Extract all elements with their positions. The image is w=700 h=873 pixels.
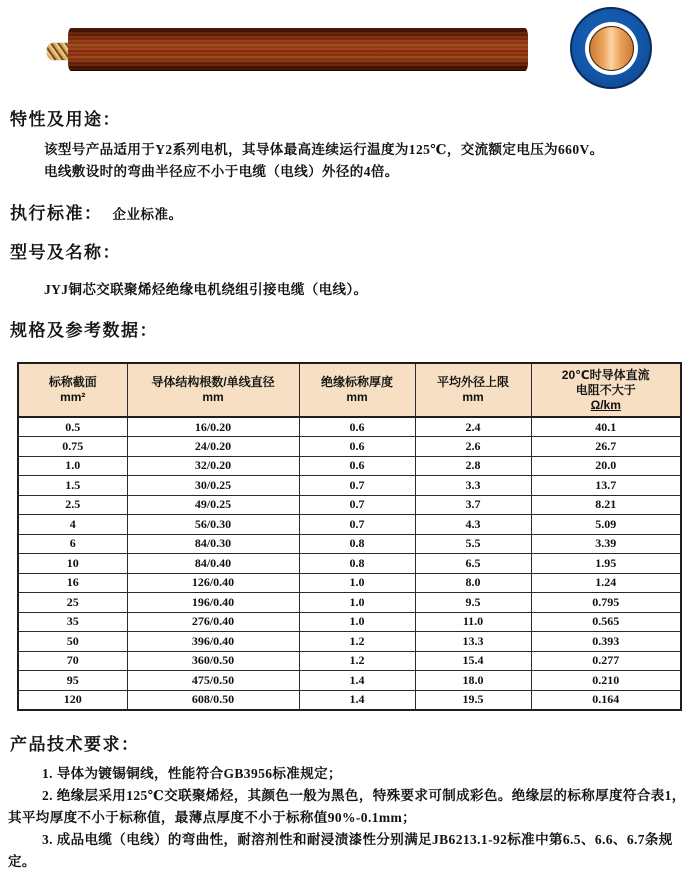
table-cell: 1.95 [531, 554, 681, 574]
requirement-item: 1. 导体为镀锡铜线，性能符合GB3956标准规定； [42, 765, 342, 781]
table-row [18, 515, 681, 535]
table-cell: 0.277 [531, 651, 681, 671]
table-cell: 30/0.25 [127, 476, 299, 496]
col-header-conductor-structure [127, 363, 299, 417]
table-cell: 8.0 [415, 573, 531, 593]
col-header-unit: mm [462, 390, 484, 404]
col-header-mean-outer-diameter [415, 363, 531, 417]
table-cell: 2.4 [415, 417, 531, 437]
table-row [18, 476, 681, 496]
table-cell: 26.7 [531, 437, 681, 457]
col-header-title: 平均外径上限 [436, 375, 509, 389]
table-cell: 13.3 [415, 632, 531, 652]
table-cell: 13.7 [531, 476, 681, 496]
table-row [18, 534, 681, 554]
specs-heading: 规格及参考数据： [10, 321, 158, 340]
table-row [18, 690, 681, 710]
table-cell: 1.24 [531, 573, 681, 593]
requirements-list [0, 763, 700, 873]
col-header-unit: mm [202, 390, 224, 404]
table-cell: 8.21 [531, 495, 681, 515]
cross-section-copper-conductor [589, 26, 634, 71]
table-cell: 9.5 [415, 593, 531, 613]
table-cell: 2.5 [18, 495, 127, 515]
spec-table-body [18, 417, 681, 710]
table-cell: 0.8 [299, 554, 415, 574]
col-header-title2: 电阻不大于 [575, 382, 636, 397]
table-row [18, 632, 681, 652]
table-cell: 6 [18, 534, 127, 554]
table-cell: 18.0 [415, 671, 531, 691]
col-header-title: 20℃时导体直流 [561, 367, 650, 382]
table-cell: 35 [18, 612, 127, 632]
table-cell: 56/0.30 [127, 515, 299, 535]
table-row [18, 612, 681, 632]
table-cell: 10 [18, 554, 127, 574]
table-cell: 0.210 [531, 671, 681, 691]
table-cell: 1.0 [299, 573, 415, 593]
table-cell: 1.4 [299, 690, 415, 710]
table-cell: 126/0.40 [127, 573, 299, 593]
col-header-title: 导体结构根数/单线直径 [151, 375, 275, 389]
col-header-title: 标称截面 [48, 375, 97, 389]
table-row [18, 671, 681, 691]
table-cell: 120 [18, 690, 127, 710]
table-cell: 11.0 [415, 612, 531, 632]
table-row [18, 417, 681, 437]
features-heading: 特性及用途： [10, 110, 121, 129]
spec-table [17, 362, 682, 711]
table-cell: 15.4 [415, 651, 531, 671]
table-cell: 84/0.40 [127, 554, 299, 574]
col-header-dc-resistance [531, 363, 681, 417]
table-cell: 1.2 [299, 632, 415, 652]
table-cell: 0.6 [299, 417, 415, 437]
table-row [18, 554, 681, 574]
requirements-heading: 产品技术要求： [10, 734, 140, 754]
table-cell: 2.6 [415, 437, 531, 457]
table-cell: 24/0.20 [127, 437, 299, 457]
table-cell: 276/0.40 [127, 612, 299, 632]
col-header-insulation-thickness [299, 363, 415, 417]
table-cell: 3.39 [531, 534, 681, 554]
standard-heading: 执行标准： [10, 204, 103, 223]
table-cell: 84/0.30 [127, 534, 299, 554]
table-cell: 16/0.20 [127, 417, 299, 437]
table-cell: 0.795 [531, 593, 681, 613]
col-header-unit: mm² [60, 390, 86, 404]
spec-table-header [18, 363, 681, 417]
table-row [18, 651, 681, 671]
requirement-item: 2. 绝缘层采用125℃交联聚烯烃，其颜色一般为黑色，特殊要求可制成彩色。绝缘层的标称厚度符合表1，其平均厚度不小于标称值，最薄点厚度不小于标称值90%-0.1mm； [8, 787, 686, 825]
requirement-item: 3. 成品电缆（电线）的弯曲性，耐溶剂性和耐浸渍漆性分别满足JB6213.1-92标准中第6.5、6.6、6.7条规定。 [8, 831, 673, 869]
col-header-title: 绝缘标称厚度 [320, 375, 393, 389]
table-cell: 360/0.50 [127, 651, 299, 671]
table-cell: 0.6 [299, 456, 415, 476]
table-cell: 25 [18, 593, 127, 613]
model-value: JYJ铜芯交联聚烯烃绝缘电机绕组引接电缆（电线）。 [44, 282, 368, 297]
table-cell: 2.8 [415, 456, 531, 476]
table-row [18, 495, 681, 515]
table-cell: 396/0.40 [127, 632, 299, 652]
table-cell: 0.6 [299, 437, 415, 457]
table-cell: 1.5 [18, 476, 127, 496]
cable-cross-section [570, 7, 652, 89]
table-cell: 1.2 [299, 651, 415, 671]
table-cell: 6.5 [415, 554, 531, 574]
table-cell: 1.0 [299, 593, 415, 613]
table-cell: 0.8 [299, 534, 415, 554]
table-cell: 95 [18, 671, 127, 691]
header-row [18, 363, 681, 417]
table-cell: 5.09 [531, 515, 681, 535]
table-cell: 5.5 [415, 534, 531, 554]
table-cell: 19.5 [415, 690, 531, 710]
col-header-unit: Ω/km [590, 397, 621, 412]
table-row [18, 593, 681, 613]
table-cell: 4 [18, 515, 127, 535]
table-cell: 608/0.50 [127, 690, 299, 710]
table-cell: 0.7 [299, 476, 415, 496]
table-cell: 32/0.20 [127, 456, 299, 476]
product-image-area [0, 0, 700, 100]
table-cell: 1.0 [299, 612, 415, 632]
model-heading: 型号及名称： [10, 243, 121, 262]
table-cell: 3.7 [415, 495, 531, 515]
features-paragraph [44, 139, 686, 183]
table-row [18, 456, 681, 476]
col-header-nominal-section [18, 363, 127, 417]
table-cell: 20.0 [531, 456, 681, 476]
table-cell: 1.4 [299, 671, 415, 691]
table-cell: 4.3 [415, 515, 531, 535]
table-cell: 0.393 [531, 632, 681, 652]
table-cell: 0.164 [531, 690, 681, 710]
table-cell: 16 [18, 573, 127, 593]
table-cell: 70 [18, 651, 127, 671]
table-cell: 0.5 [18, 417, 127, 437]
table-cell: 49/0.25 [127, 495, 299, 515]
table-cell: 475/0.50 [127, 671, 299, 691]
features-line-2: 电线敷设时的弯曲半径应不小于电缆（电线）外径的4倍。 [44, 164, 399, 179]
standard-row [10, 199, 700, 224]
features-line-1: 该型号产品适用于Y2系列电机，其导体最高连续运行温度为125℃，交流额定电压为660V。 [44, 142, 604, 157]
cross-section-white-ring [585, 22, 638, 75]
cable-insulation-body [68, 28, 528, 71]
table-cell: 0.75 [18, 437, 127, 457]
col-header-unit: mm [346, 390, 368, 404]
standard-value: 企业标准。 [112, 207, 183, 222]
table-row [18, 573, 681, 593]
table-cell: 3.3 [415, 476, 531, 496]
table-cell: 196/0.40 [127, 593, 299, 613]
table-cell: 50 [18, 632, 127, 652]
table-cell: 0.565 [531, 612, 681, 632]
table-cell: 0.7 [299, 495, 415, 515]
table-cell: 0.7 [299, 515, 415, 535]
table-cell: 40.1 [531, 417, 681, 437]
table-row [18, 437, 681, 457]
table-cell: 1.0 [18, 456, 127, 476]
